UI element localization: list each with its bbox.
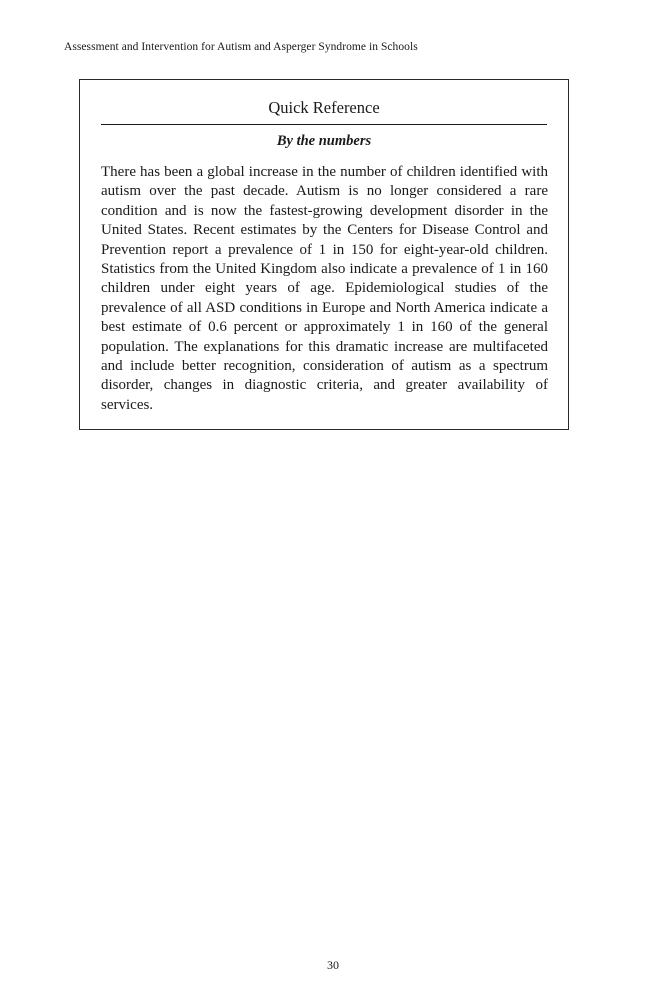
box-title: Quick Reference [268, 98, 380, 117]
box-subtitle: By the numbers [276, 133, 372, 149]
quick-reference-box [79, 79, 569, 430]
running-header: Assessment and Intervention for Autism and Asperger Syndrome in Schools [64, 41, 418, 53]
page-number: 30 [327, 958, 339, 972]
box-body-paragraph: There has been a global increase in the number of children identified with autism over the past decade. Autism is no longer considered a rare condition and is now the fastest-growing development disorder in the United States. Recent estimates by the Centers for Disease Control and Prevention report a prevalence of 1 in 150 for eight-year-old children. Statistics from the United Kingdom also indicate a prevalence of 1 in 160 children under eight years of age. Epidemiological studies of the prevalence of all ASD conditions in Europe and North America indicate a best estimate of 0.6 percent or approximately 1 in 160 of the general population. The explanations for this dramatic increase are multifaceted and include better recognition, consideration of autism as a spectrum disorder, changes in diagnostic criteria, and greater availability of services. [101, 164, 548, 413]
title-divider [101, 124, 547, 125]
